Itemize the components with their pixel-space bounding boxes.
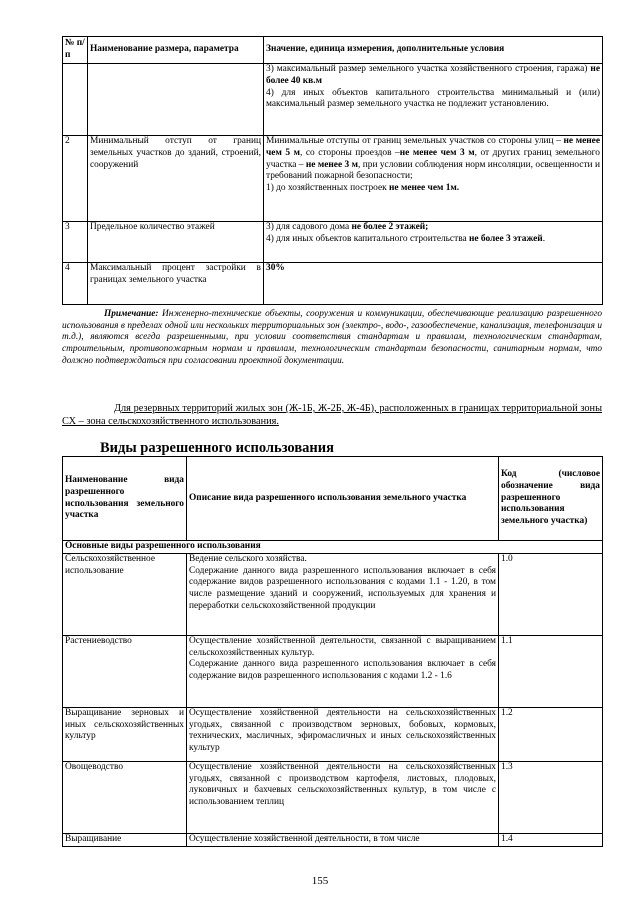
parameters-table xyxy=(62,36,603,305)
use-code: 1.2 xyxy=(499,707,603,761)
use-name: Растениеводство xyxy=(63,635,187,707)
table-row xyxy=(63,263,603,305)
table-row xyxy=(63,761,603,833)
use-description: Осуществление хозяйственной деятельности на сельскохозяйственных угодьях, связанной с производством картофеля, листовых, плодовых, луковичных и бахчевых сельскохозяйственных культур, в том числе с использованием теплиц xyxy=(187,761,499,833)
use-code: 1.1 xyxy=(499,635,603,707)
section-row xyxy=(63,541,603,554)
header-number: № п/п xyxy=(63,37,88,64)
reserve-territories-paragraph: Для резервных территорий жилых зон (Ж-1Б, Ж-2Б, Ж-4Б), расположенных в границах территориальной зоны СХ – зона сельскохозяйственного использования. xyxy=(62,403,602,427)
header-use-code: Код (числовое обозначение вида разрешенного использования земельного участка) xyxy=(499,457,603,541)
use-code: 1.3 xyxy=(499,761,603,833)
note-label: Примечание: xyxy=(104,309,159,319)
row-name: Минимальный отступ от границ земельных участков до зданий, строений, сооружений xyxy=(88,136,264,222)
note-paragraph xyxy=(62,309,602,368)
section-title: Основные виды разрешенного использования xyxy=(63,541,603,554)
use-name: Сельскохозяйственное использование xyxy=(63,553,187,635)
permitted-use-table xyxy=(62,456,603,847)
use-name: Овощеводство xyxy=(63,761,187,833)
use-name: Выращивание зерновых и иных сельскохозяйственных культур xyxy=(63,707,187,761)
table-header-row xyxy=(63,457,603,541)
use-description: Осуществление хозяйственной деятельности на сельскохозяйственных угодьях, связанной с производством зерновых, бобовых, кормовых, технических, масличных, эфиромасличных и иных сельскохозяйственных культур xyxy=(187,707,499,761)
use-code: 1.0 xyxy=(499,553,603,635)
header-use-name: Наименование вида разрешенного использования земельного участка xyxy=(63,457,187,541)
row-value: 3) максимальный размер земельного участка хозяйственного строения, гаража) не более 40 кв.м 4) для иных объектов капитального строительства минимальный и (или) максимальный размер земельного участка не подлежит установлению. xyxy=(264,64,603,136)
row-number: 2 xyxy=(63,136,88,222)
page-number: 155 xyxy=(311,875,329,887)
table-row xyxy=(63,707,603,761)
use-code: 1.4 xyxy=(499,833,603,846)
note-text: Инженерно-технические объекты, сооружения и коммуникации, обеспечивающие реализацию разрешенного использования в пределах одной или нескольких территориальных зон (электро-, водо-, газообеспечение, канализация, телефонизация и т.д.), являются всегда разрешенными, при условии соответствия стандартам и правилам, технологическим стандартам, строительным, противопожарным нормам и правилам, технологическим стандартам безопасности, санитарным нормам, что должно подтверждаться при согласовании проектной документации. xyxy=(62,309,602,366)
use-name: Выращивание xyxy=(63,833,187,846)
header-value: Значение, единица измерения, дополнительные условия xyxy=(264,37,603,64)
row-number: 4 xyxy=(63,263,88,305)
row-value: 30% xyxy=(264,263,603,305)
header-use-description: Описание вида разрешенного использования земельного участка xyxy=(187,457,499,541)
row-number: 3 xyxy=(63,222,88,263)
use-description: Ведение сельского хозяйства. Содержание данного вида разрешенного использования включает в себя содержание видов разрешенного использования с кодами 1.1 - 1.20, в том числе размещение зданий и сооружений, используемых для хранения и переработки сельскохозяйственной продукции xyxy=(187,553,499,635)
header-parameter-name: Наименование размера, параметра xyxy=(88,37,264,64)
row-value: Минимальные отступы от границ земельных участков со стороны улиц – не менее чем 5 м, со стороны проездов –не менее чем 3 м, от других границ земельного участка – не менее 3 м, при условии соблюдения норм инсоляции, освещенности и требований пожарной безопасности; 1) до хозяйственных построек не менее чем 1м. xyxy=(264,136,603,222)
row-name: Предельное количество этажей xyxy=(88,222,264,263)
use-description: Осуществление хозяйственной деятельности, в том числе xyxy=(187,833,499,846)
row-name: Максимальный процент застройки в границах земельного участка xyxy=(88,263,264,305)
use-description: Осуществление хозяйственной деятельности, связанной с выращиванием сельскохозяйственных культур. Содержание данного вида разрешенного использования включает в себя содержание видов разрешенного использования с кодами 1.2 - 1.6 xyxy=(187,635,499,707)
table-row xyxy=(63,136,603,222)
table-row xyxy=(63,635,603,707)
section-heading: Виды разрешенного использования xyxy=(100,440,334,456)
row-value: 3) для садового дома не более 2 этажей; 4) для иных объектов капитального строительства не более 3 этажей. xyxy=(264,222,603,263)
table-row xyxy=(63,222,603,263)
table-row xyxy=(63,64,603,136)
table-row xyxy=(63,833,603,846)
table-header-row xyxy=(63,37,603,64)
table-row xyxy=(63,553,603,635)
